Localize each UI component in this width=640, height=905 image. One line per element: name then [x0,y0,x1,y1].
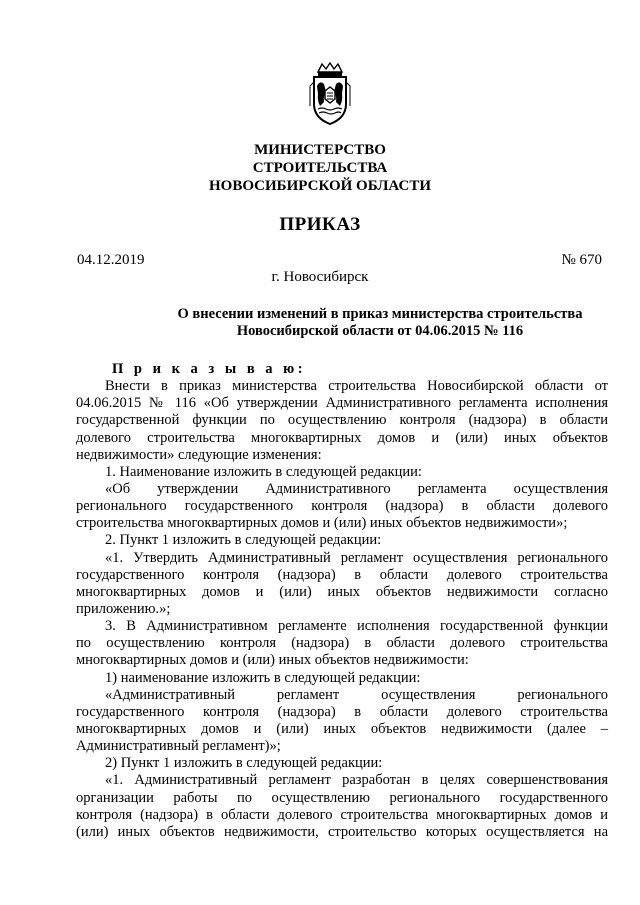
body-line: по осуществлению контроля (надзора) в области долевого строительства [76,635,608,652]
body-line: «Административный регламент осуществления регионального [105,686,608,703]
document-city: г. Новосибирск [271,269,369,285]
body-line: 1. Наименование изложить в следующей редакции: [105,463,422,480]
body-line: контроля (надзора) в области долевого строительства многоквартирных домов и [76,806,608,823]
ministry-name [0,141,640,195]
body-line: долевого строительства многоквартирных домов и (или) иных объектов [76,429,608,446]
body-line: П р и к а з ы в а ю: [112,361,307,377]
body-line: строительства многоквартирных домов и (или) иных объектов недвижимости»; [76,515,568,532]
body-line: приложению.»; [76,600,171,617]
body-line: регионального государственного контроля (надзора) в области долевого [76,498,608,515]
body-line: многоквартирных домов и (или) иных объектов недвижимости (далее – [76,720,608,737]
body-line: организации работы по осуществлению регионального государственного [76,789,608,806]
ministry-line: МИНИСТЕРСТВО [254,142,386,158]
body-line: многоквартирных домов и (или) иных объектов недвижимости согласно [76,583,608,600]
body-line: «1. Утвердить Административный регламент осуществления регионального [105,549,608,566]
coat-of-arms-icon [304,62,356,126]
body-line: государственной функции по осуществлению контроля (надзора) в области [76,412,608,429]
body-line: 04.06.2015 № 116 «Об утверждении Административного регламента исполнения [76,395,608,412]
body-line: 2. Пункт 1 изложить в следующей редакции: [105,532,382,549]
body-line: многоквартирных домов и (или) иных объектов недвижимости: [76,652,469,669]
ministry-line: НОВОСИБИРСКОЙ ОБЛАСТИ [208,178,432,194]
body-line: государственного контроля (надзора) в области долевого строительства [76,566,608,583]
document-subject [150,306,610,340]
body-line: 1) наименование изложить в следующей редакции: [105,669,421,686]
body-line: Внести в приказ министерства строительства Новосибирской области от [105,378,608,395]
subject-line: Новосибирской области от 04.06.2015 № 116 [236,323,524,339]
body-line: государственного контроля (надзора) в области долевого строительства [76,703,608,720]
ministry-line: СТРОИТЕЛЬСТВА [252,160,388,176]
document-date: 04.12.2019 [77,252,145,268]
document-type: ПРИКАЗ [279,214,361,235]
body-line: «Об утверждении Административного регламента осуществления [105,480,608,497]
body-line: 2) Пункт 1 изложить в следующей редакции: [105,755,383,772]
body-line: 3. В Административном регламенте исполнения государственной функции [105,618,608,635]
body-line: «1. Административный регламент разработан в целях совершенствования [105,772,608,789]
document-number: № 670 [561,252,602,268]
document-body [76,361,608,841]
body-line: (или) иных объектов недвижимости, строительство которых осуществляется на [76,823,608,840]
body-line: недвижимости» следующие изменения: [76,446,322,463]
body-line: Административный регламент)»; [76,738,281,755]
subject-line: О внесении изменений в приказ министерства строительства [177,306,583,322]
